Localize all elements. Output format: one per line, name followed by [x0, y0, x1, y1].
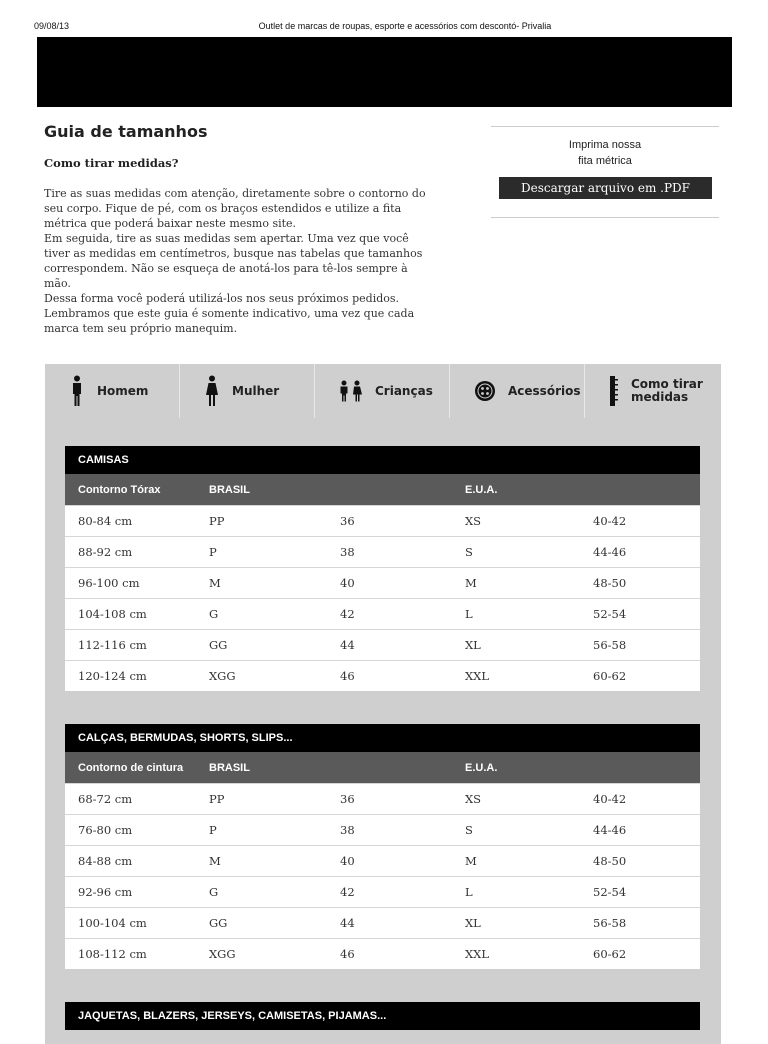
- intro-paragraph: Tire as suas medidas com atenção, diretamente sobre o contorno do seu corpo. Fique de pé, com os braços estendidos e utilize a fita métrica que poderá baixar neste mesmo site.: [44, 187, 426, 230]
- print-date: 09/08/13: [34, 21, 70, 31]
- table-cell: 76-80 cm: [65, 815, 196, 846]
- table-cell: P: [196, 815, 327, 846]
- intro-paragraph: Lembramos que este guia é somente indicativo, uma vez que cada marca tem seu próprio manequim.: [44, 307, 415, 335]
- table-cell: PP: [196, 784, 327, 815]
- table-row: [65, 537, 700, 568]
- table-row: [65, 568, 700, 599]
- intro-paragraph: Dessa forma você poderá utilizá-los nos seus próximos pedidos.: [44, 292, 400, 305]
- column-header: E.U.A.: [452, 752, 580, 784]
- table-row: [65, 815, 700, 846]
- intro-paragraph: Em seguida, tire as suas medidas sem apertar. Uma vez que você tiver as medidas em centímetros, busque nas tabelas que tamanhos correspondem. Não se esqueça de anotá-los para tê-los sempre à mão.: [44, 232, 423, 290]
- table-cell: 92-96 cm: [65, 877, 196, 908]
- table-cell: 40: [327, 846, 452, 877]
- table-cell: 52-54: [580, 877, 700, 908]
- tab-criancas[interactable]: [315, 364, 450, 418]
- measuring-tape-icon: [609, 375, 619, 407]
- table-cell: 60-62: [580, 939, 700, 970]
- table-cell: XXL: [452, 939, 580, 970]
- table-cell: M: [452, 846, 580, 877]
- category-tabs: [45, 364, 721, 418]
- table-cell: 44-46: [580, 815, 700, 846]
- children-icon: [339, 375, 363, 407]
- table-cell: S: [452, 815, 580, 846]
- table-cell: 120-124 cm: [65, 661, 196, 692]
- size-table-camisas: [65, 446, 700, 691]
- table-row: [65, 939, 700, 970]
- table-cell: XS: [452, 506, 580, 537]
- column-header: BRASIL: [196, 752, 327, 784]
- column-header: [327, 752, 452, 784]
- table-cell: 46: [327, 939, 452, 970]
- table-cell: 46: [327, 661, 452, 692]
- page-title: Guia de tamanhos: [44, 122, 208, 141]
- tab-homem[interactable]: [45, 364, 180, 418]
- table-cell: 44: [327, 908, 452, 939]
- table-cell: M: [196, 846, 327, 877]
- table-cell: 80-84 cm: [65, 506, 196, 537]
- table-category-title: JAQUETAS, BLAZERS, JERSEYS, CAMISETAS, PIJAMAS...: [65, 1002, 700, 1030]
- table-cell: 68-72 cm: [65, 784, 196, 815]
- table-cell: 108-112 cm: [65, 939, 196, 970]
- table-cell: 84-88 cm: [65, 846, 196, 877]
- column-header: BRASIL: [196, 474, 327, 506]
- section-subtitle: Como tirar medidas?: [44, 156, 179, 170]
- table-cell: 52-54: [580, 599, 700, 630]
- table-cell: 88-92 cm: [65, 537, 196, 568]
- print-page-title: Outlet de marcas de roupas, esporte e acessórios com descontó- Privalia: [258, 21, 552, 31]
- table-row: [65, 846, 700, 877]
- table-cell: 36: [327, 506, 452, 537]
- table-category-title: CALÇAS, BERMUDAS, SHORTS, SLIPS...: [65, 724, 700, 752]
- table-row: [65, 784, 700, 815]
- table-category-title: CAMISAS: [65, 446, 700, 474]
- table-cell: 40-42: [580, 784, 700, 815]
- print-header: [0, 0, 768, 36]
- table-row: [65, 599, 700, 630]
- table-cell: XGG: [196, 939, 327, 970]
- table-cell: 60-62: [580, 661, 700, 692]
- table-cell: P: [196, 537, 327, 568]
- table-cell: S: [452, 537, 580, 568]
- table-cell: 100-104 cm: [65, 908, 196, 939]
- tab-label: Como tirar medidas: [631, 377, 703, 404]
- print-tape-label: fita métrica: [578, 155, 632, 167]
- table-cell: XXL: [452, 661, 580, 692]
- table-cell: 48-50: [580, 846, 700, 877]
- table-cell: XGG: [196, 661, 327, 692]
- woman-icon: [204, 375, 220, 407]
- table-row: [65, 877, 700, 908]
- tab-como-tirar-medidas[interactable]: [585, 364, 720, 418]
- table-cell: XL: [452, 908, 580, 939]
- table-cell: GG: [196, 630, 327, 661]
- table-cell: 96-100 cm: [65, 568, 196, 599]
- tab-acessorios[interactable]: [450, 364, 585, 418]
- column-header: [580, 752, 700, 784]
- table-cell: 56-58: [580, 630, 700, 661]
- table-cell: M: [196, 568, 327, 599]
- site-banner: [37, 37, 732, 107]
- size-table-jaquetas: [65, 1002, 700, 1030]
- print-tape-label: Imprima nossa: [568, 139, 642, 151]
- table-cell: PP: [196, 506, 327, 537]
- column-header: [327, 474, 452, 506]
- size-table-calcas: [65, 724, 700, 969]
- table-cell: 48-50: [580, 568, 700, 599]
- table-cell: G: [196, 877, 327, 908]
- table-cell: L: [452, 599, 580, 630]
- table-cell: 40-42: [580, 506, 700, 537]
- table-cell: 38: [327, 537, 452, 568]
- table-cell: 42: [327, 877, 452, 908]
- table-cell: 44-46: [580, 537, 700, 568]
- button-icon: [474, 375, 496, 407]
- table-cell: 38: [327, 815, 452, 846]
- table-cell: G: [196, 599, 327, 630]
- column-header: [580, 474, 700, 506]
- table-cell: XS: [452, 784, 580, 815]
- tab-label: Homem: [97, 383, 149, 398]
- table-cell: 104-108 cm: [65, 599, 196, 630]
- intro-text: [44, 186, 434, 336]
- column-header: Contorno de cintura: [65, 752, 196, 784]
- table-row: [65, 661, 700, 692]
- tab-label: Crianças: [375, 383, 433, 398]
- table-cell: 36: [327, 784, 452, 815]
- column-header: E.U.A.: [452, 474, 580, 506]
- table-cell: 40: [327, 568, 452, 599]
- table-cell: 112-116 cm: [65, 630, 196, 661]
- table-cell: 56-58: [580, 908, 700, 939]
- table-cell: XL: [452, 630, 580, 661]
- tab-label: Acessórios: [508, 383, 581, 398]
- table-row: [65, 630, 700, 661]
- table-cell: 42: [327, 599, 452, 630]
- download-pdf-button[interactable]: Descargar arquivo em .PDF: [499, 177, 712, 199]
- print-tape-box: [491, 126, 719, 218]
- table-row: [65, 506, 700, 537]
- tab-label: Mulher: [232, 383, 280, 398]
- tab-mulher[interactable]: [180, 364, 315, 418]
- man-icon: [69, 375, 85, 407]
- table-row: [65, 908, 700, 939]
- table-cell: 44: [327, 630, 452, 661]
- table-cell: GG: [196, 908, 327, 939]
- table-cell: M: [452, 568, 580, 599]
- column-header: Contorno Tórax: [65, 474, 196, 506]
- table-cell: L: [452, 877, 580, 908]
